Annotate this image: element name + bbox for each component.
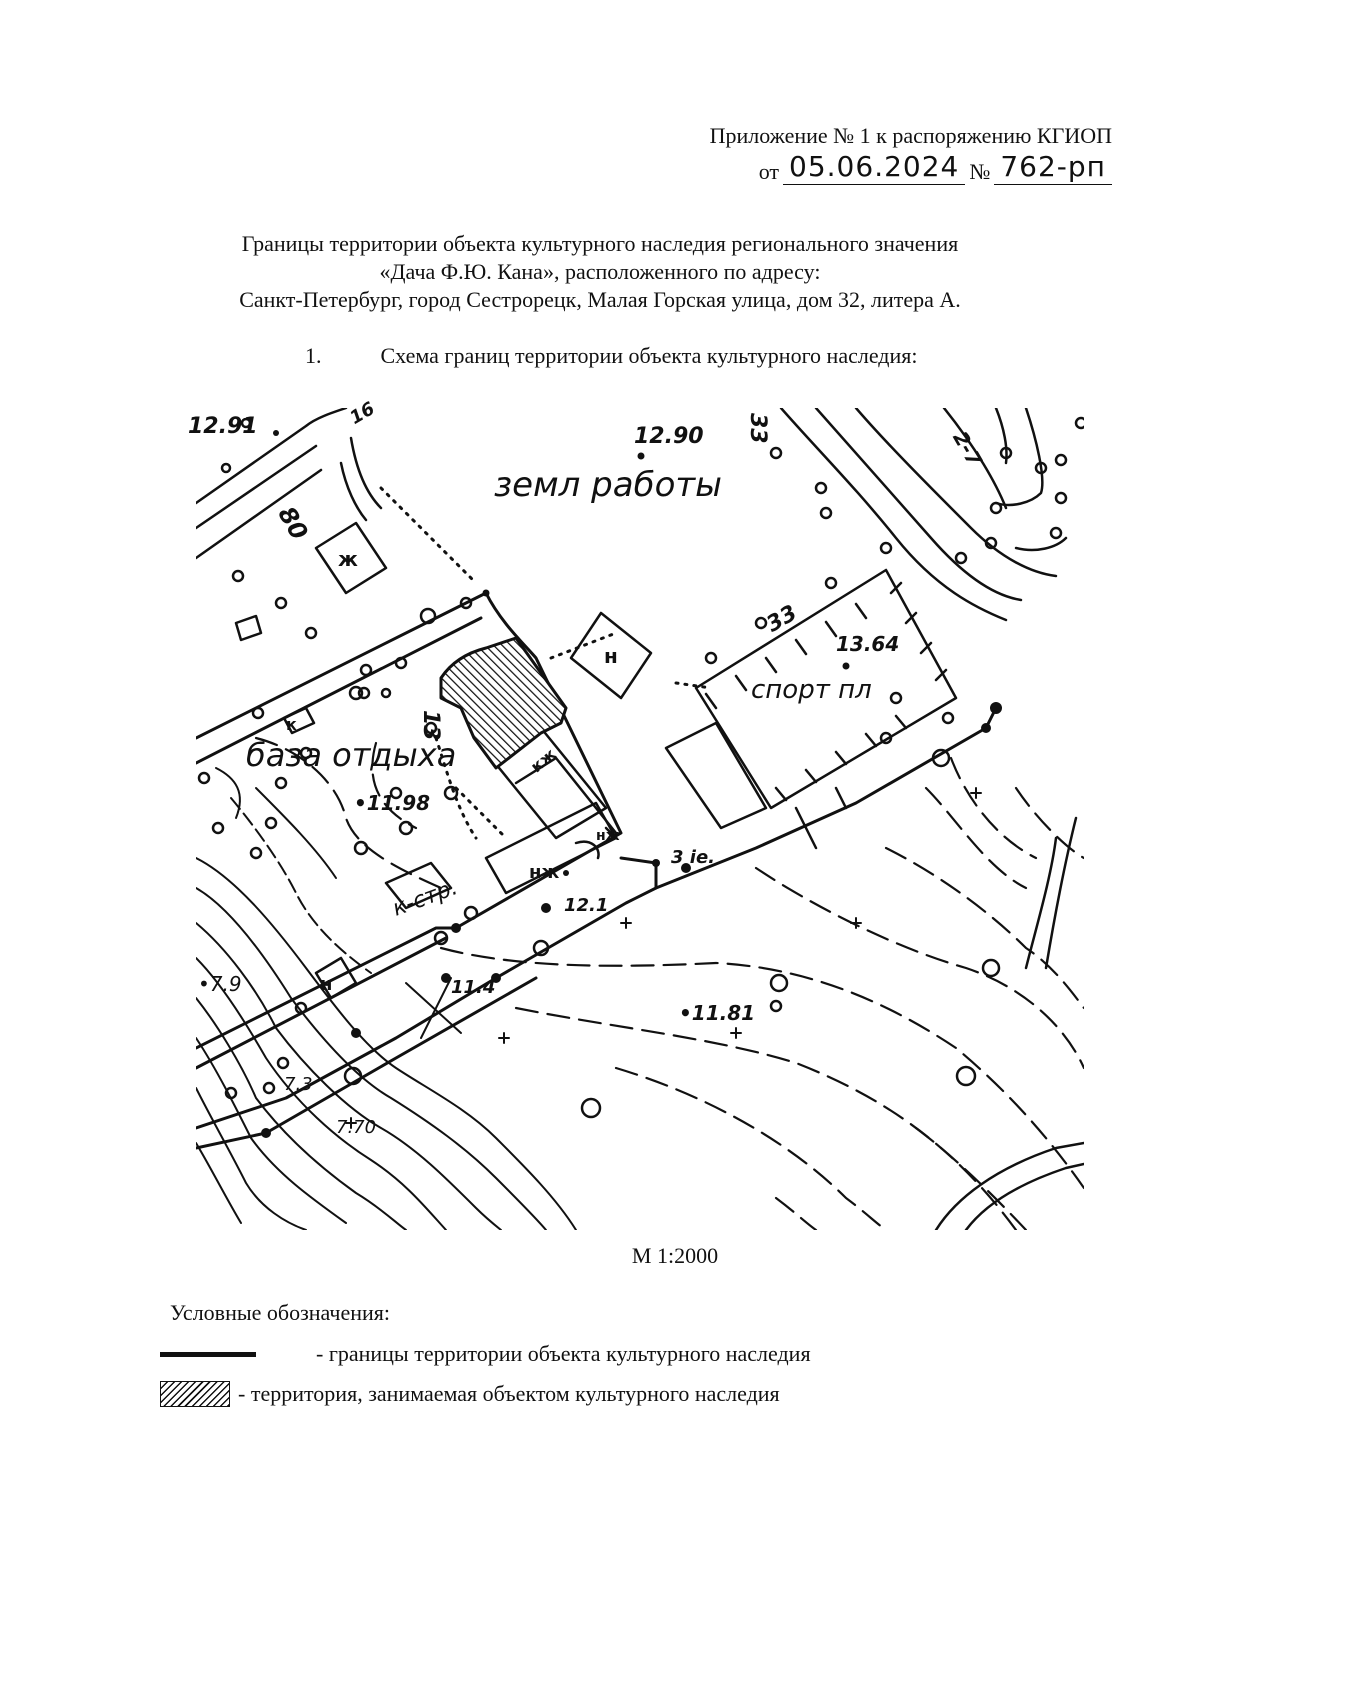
label-elev-1364: 13.64 xyxy=(836,632,900,656)
label-33-right: 33 xyxy=(762,600,802,638)
handwritten-number: 762-рп xyxy=(994,150,1112,185)
label-elev-1181: •11.81 xyxy=(679,1001,756,1025)
label-elev-73: 7.3 xyxy=(284,1074,313,1095)
label-770: 7.70 xyxy=(336,1117,377,1138)
dotted-lines xyxy=(381,488,711,838)
sports-ground xyxy=(666,570,956,848)
document-title xyxy=(0,230,1200,314)
title-line-1: Границы территории объекта культурного наследия регионального значения xyxy=(241,231,959,256)
heritage-boundary xyxy=(196,593,996,1148)
boundary-line-symbol xyxy=(160,1352,256,1357)
contour-lines xyxy=(196,768,576,1230)
label-80: 80 xyxy=(272,501,314,545)
label-n-small: н xyxy=(320,974,333,995)
appendix-reference: Приложение № 1 к распоряжению КГИОП xyxy=(709,123,1112,148)
roads xyxy=(196,408,1084,1230)
section-number: 1. xyxy=(305,343,322,368)
legend-item-boundary xyxy=(160,1341,811,1367)
handwritten-date: 05.06.2024 xyxy=(783,150,965,185)
legend-territory-text: - территория, занимаемая объектом культурного наследия xyxy=(238,1381,780,1406)
label-elev-1198: •11.98 xyxy=(354,791,431,815)
order-date-number xyxy=(759,150,1112,185)
label-earthworks: земл работы xyxy=(494,465,723,505)
hatched-area-symbol xyxy=(160,1381,230,1407)
section-heading xyxy=(305,343,918,369)
label-under-construction: к-стр. xyxy=(389,875,462,922)
label-16: 16 xyxy=(346,398,379,429)
label-elev-114: 11.4 xyxy=(451,977,496,998)
title-line-2: «Дача Ф.Ю. Кана», расположенного по адресу: xyxy=(379,259,821,284)
legend-item-territory xyxy=(160,1381,780,1407)
label-recreation: база отдыха xyxy=(246,736,457,774)
boundary-map xyxy=(188,398,1084,1230)
map-scale: М 1:2000 xyxy=(631,1243,719,1268)
from-label: от xyxy=(758,159,780,184)
title-line-3: Санкт-Петербург, город Сестрорецк, Малая Горская улица, дом 32, литера А. xyxy=(239,287,961,312)
label-sports: спорт пл xyxy=(751,675,872,705)
label-2-7: 2-7 xyxy=(948,427,987,471)
label-kzh: кж xyxy=(526,744,560,777)
label-k: к xyxy=(286,715,297,734)
label-n-building: н xyxy=(604,644,618,668)
label-zh: ж xyxy=(338,547,358,571)
label-33-top: 33 xyxy=(745,413,770,444)
label-ie: 3 ie. xyxy=(671,847,716,868)
survey-crosses xyxy=(346,788,981,1128)
label-elev-79: •7.9 xyxy=(198,972,242,996)
label-elev-1290: 12.90 xyxy=(634,424,704,449)
label-elev-1291: 12.91 xyxy=(188,414,258,439)
label-elev-121: 12.1 xyxy=(564,895,609,916)
legend-title: Условные обозначения: xyxy=(170,1300,391,1325)
number-label: № xyxy=(969,159,991,184)
label-nzh-small: нж xyxy=(596,828,620,844)
legend-boundary-text: - границы территории объекта культурного наследия xyxy=(316,1341,811,1366)
section-text: Схема границ территории объекта культурного наследия: xyxy=(380,343,918,368)
label-13: 13 xyxy=(418,710,443,741)
label-nzh: нж xyxy=(529,862,560,883)
